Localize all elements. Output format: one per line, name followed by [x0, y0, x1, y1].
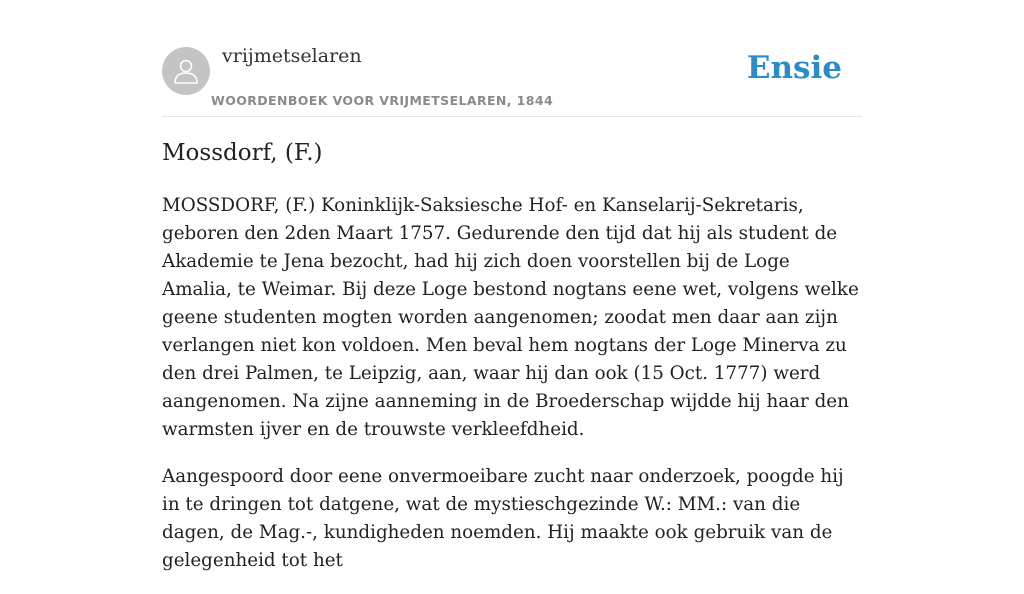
- author-name[interactable]: vrijmetselaren: [222, 45, 362, 67]
- ensie-logo[interactable]: Ensie: [746, 50, 842, 86]
- entry-paragraph: Aangespoord door eene onvermoeibare zucht naar onderzoek, poogde hij in te dringen tot datgene, wat de mystieschgezinde W.: MM.: van die dagen, de Mag.-, kundigheden noemden. Hij maakte ook gebruik van de gelegenheid tot het: [162, 466, 844, 571]
- entry-paragraph: MOSSDORF, (F.) Koninklijk-Saksiesche Hof- en Kanselarij-Sekretaris, geboren den 2den Maart 1757. Gedurende den tijd dat hij als student de Akademie te Jena bezocht, had hij zich doen voorstellen bij de Loge Amalia, te Weimar. Bij deze Loge bestond nogtans eene wet, volgens welke geene studenten mogten worden aangenomen; zoodat men daar aan zijn verlangen niet kon voldoen. Men beval hem nogtans der Loge Minerva zu den drei Palmen, te Leipzig, aan, waar hij dan ook (15 Oct. 1777) werd aangenomen. Na zijne aanneming in de Broederschap wijdde hij haar den warmsten ijver en de trouwste verkleefdheid.: [162, 195, 859, 440]
- avatar[interactable]: [162, 47, 210, 95]
- entry-title: Mossdorf, (F.): [162, 140, 323, 166]
- page-container: [162, 0, 862, 571]
- source-title[interactable]: WOORDENBOEK VOOR VRIJMETSELAREN, 1844: [211, 93, 554, 108]
- user-icon: [171, 56, 201, 86]
- entry-body: [162, 192, 862, 594]
- entry-header: [162, 0, 862, 117]
